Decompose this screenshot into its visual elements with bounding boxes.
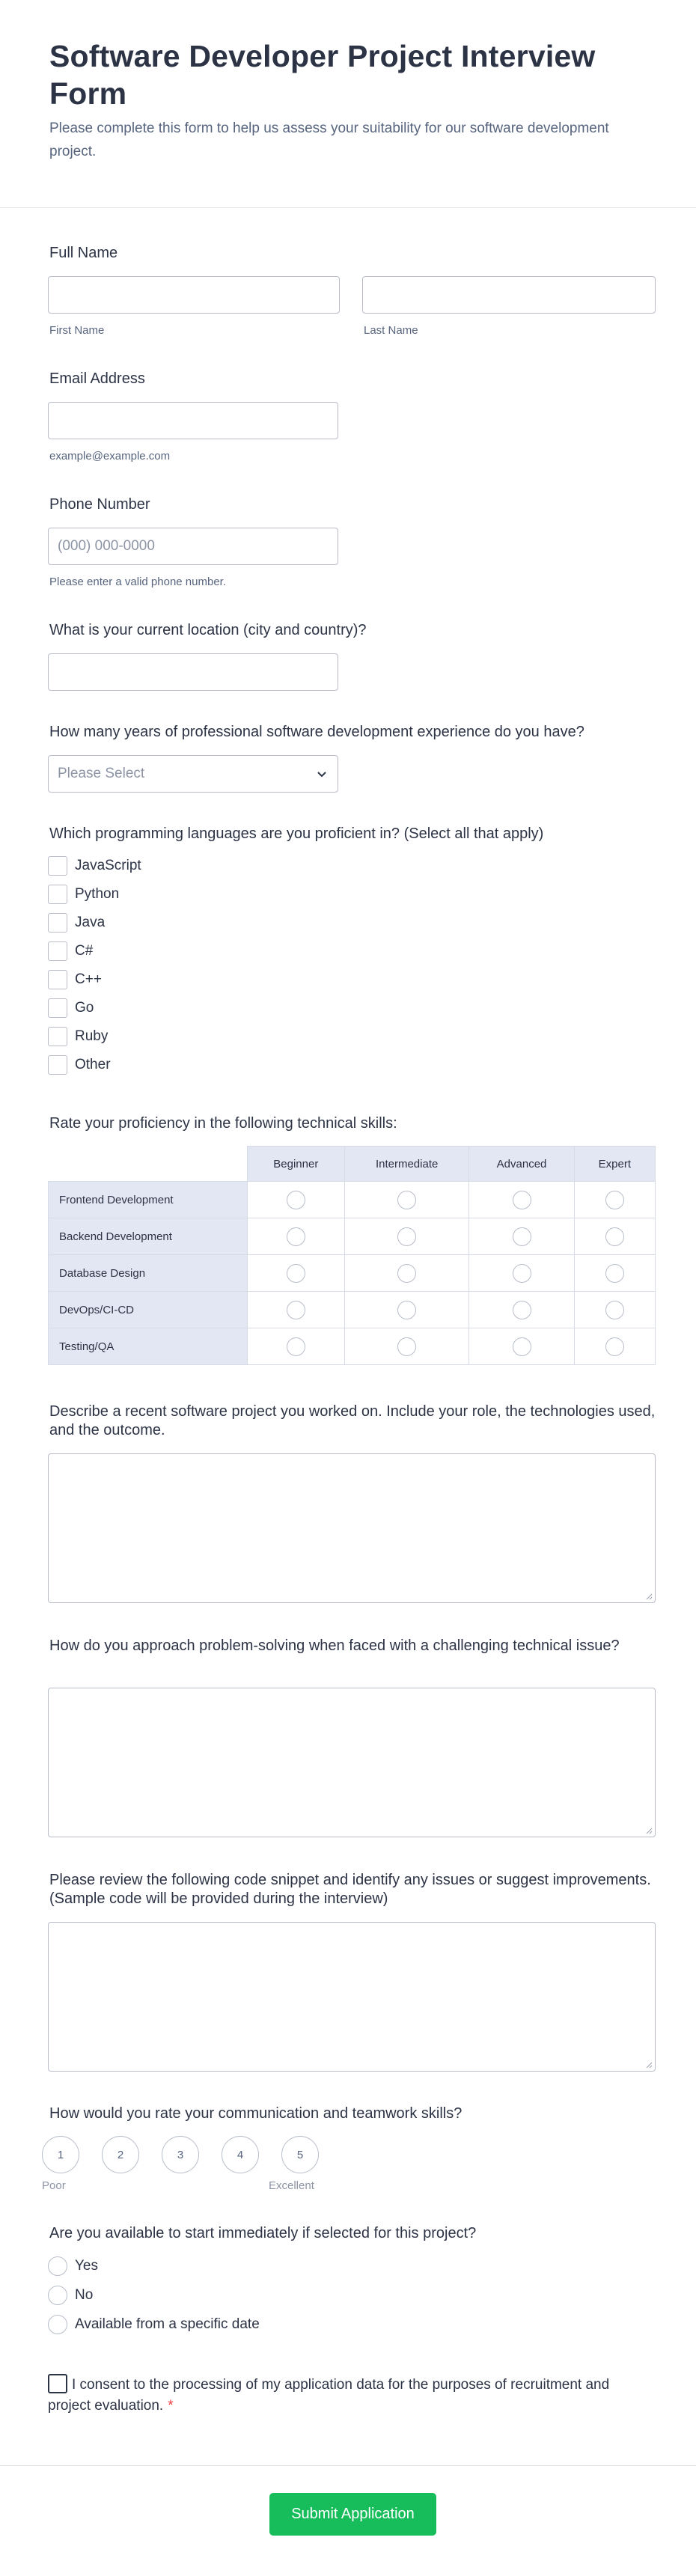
- matrix-column-header: Advanced: [469, 1147, 574, 1182]
- project-textarea[interactable]: [48, 1453, 656, 1603]
- form-footer: [0, 2465, 696, 2576]
- matrix-row: [49, 1292, 656, 1328]
- availability-option[interactable]: [48, 2310, 260, 2339]
- language-option-label: C#: [75, 943, 94, 959]
- rating-option[interactable]: 5: [281, 2136, 319, 2173]
- submit-button[interactable]: Submit Application: [269, 2493, 436, 2536]
- resize-handle-icon[interactable]: [645, 1593, 653, 1600]
- language-option[interactable]: [48, 1022, 141, 1051]
- language-option-label: JavaScript: [75, 858, 141, 873]
- matrix-column-header: Expert: [574, 1147, 655, 1182]
- matrix-radio[interactable]: [397, 1337, 416, 1356]
- matrix-row: [49, 1255, 656, 1292]
- email-field: [49, 370, 656, 388]
- matrix-radio[interactable]: [605, 1301, 624, 1319]
- matrix-row-label: Frontend Development: [49, 1182, 248, 1218]
- experience-select[interactable]: [48, 755, 338, 793]
- radio[interactable]: [48, 2315, 67, 2334]
- language-option-label: Python: [75, 886, 120, 902]
- problem-label: How do you approach problem-solving when faced with a challenging technical issue?: [49, 1638, 620, 1654]
- matrix-column-header: Beginner: [247, 1147, 344, 1182]
- matrix-radio[interactable]: [513, 1337, 531, 1356]
- language-option[interactable]: [48, 937, 141, 965]
- email-label: Email Address: [49, 370, 145, 387]
- matrix-radio[interactable]: [513, 1227, 531, 1246]
- rating-low-label: Poor: [42, 2179, 66, 2192]
- checkbox[interactable]: [48, 1027, 67, 1046]
- communication-label: How would you rate your communication and teamwork skills?: [49, 2105, 463, 2122]
- phone-label: Phone Number: [49, 496, 150, 513]
- consent-checkbox[interactable]: [48, 2374, 67, 2393]
- matrix-corner: [49, 1147, 248, 1182]
- matrix-radio[interactable]: [513, 1191, 531, 1209]
- matrix-radio[interactable]: [287, 1264, 305, 1283]
- availability-option-label: Available from a specific date: [75, 2316, 260, 2332]
- resize-handle-icon[interactable]: [645, 1827, 653, 1834]
- matrix-radio[interactable]: [287, 1337, 305, 1356]
- experience-field: [49, 723, 656, 742]
- consent-field: [48, 2374, 632, 2417]
- skills-matrix: [48, 1146, 656, 1365]
- form-header: [0, 0, 696, 208]
- checkbox[interactable]: [48, 856, 67, 876]
- location-field: [49, 621, 656, 640]
- code-review-textarea[interactable]: [48, 1922, 656, 2072]
- matrix-radio[interactable]: [513, 1264, 531, 1283]
- matrix-radio[interactable]: [397, 1264, 416, 1283]
- rating-option[interactable]: 2: [102, 2136, 139, 2173]
- email-input[interactable]: [48, 402, 338, 439]
- last-name-input[interactable]: [362, 276, 656, 314]
- problem-field: [49, 1637, 656, 1655]
- email-sublabel: example@example.com: [49, 450, 171, 463]
- experience-label: How many years of professional software development experience do you have?: [49, 724, 584, 740]
- resize-handle-icon[interactable]: [645, 2061, 653, 2069]
- phone-sublabel: Please enter a valid phone number.: [49, 576, 226, 588]
- matrix-radio[interactable]: [605, 1227, 624, 1246]
- form-subtitle: Please complete this form to help us assess your suitability for our software development project.: [49, 120, 609, 159]
- language-option-label: C++: [75, 971, 102, 987]
- availability-options: [48, 2251, 260, 2339]
- matrix-radio[interactable]: [397, 1191, 416, 1209]
- form-title: Software Developer Project Interview Form: [49, 39, 596, 111]
- language-option[interactable]: [48, 909, 141, 937]
- project-field: [49, 1403, 656, 1440]
- availability-option[interactable]: [48, 2280, 260, 2310]
- matrix-radio[interactable]: [397, 1227, 416, 1246]
- communication-field: [49, 2105, 656, 2123]
- code-review-label: Please review the following code snippet and identify any issues or suggest improvements. (Sample code will be provided during the interview): [49, 1872, 651, 1907]
- checkbox[interactable]: [48, 885, 67, 904]
- matrix-radio[interactable]: [397, 1301, 416, 1319]
- checkbox[interactable]: [48, 941, 67, 961]
- project-label: Describe a recent software project you worked on. Include your role, the technologies used, and the outcome.: [49, 1403, 656, 1438]
- availability-option-label: No: [75, 2286, 94, 2303]
- matrix-column-header: Intermediate: [344, 1147, 468, 1182]
- availability-field: [49, 2224, 656, 2243]
- code-review-field: [49, 1871, 656, 1908]
- matrix-radio[interactable]: [605, 1264, 624, 1283]
- required-marker: *: [168, 2398, 174, 2414]
- matrix-radio[interactable]: [605, 1191, 624, 1209]
- rating-option[interactable]: 4: [222, 2136, 259, 2173]
- matrix-row-label: DevOps/CI-CD: [49, 1292, 248, 1328]
- chevron-down-icon: [315, 767, 329, 781]
- matrix-radio[interactable]: [287, 1301, 305, 1319]
- consent-text: I consent to the processing of my application data for the purposes of recruitment and project evaluation.: [48, 2377, 610, 2414]
- language-option[interactable]: [48, 852, 141, 880]
- languages-label: Which programming languages are you proficient in? (Select all that apply): [49, 825, 544, 842]
- language-option[interactable]: [48, 965, 141, 994]
- language-option[interactable]: [48, 880, 141, 909]
- language-option-label: Other: [75, 1057, 111, 1072]
- checkbox[interactable]: [48, 970, 67, 989]
- phone-input[interactable]: (000) 000-0000: [48, 528, 338, 565]
- matrix-row: [49, 1218, 656, 1255]
- language-option[interactable]: [48, 1051, 141, 1079]
- rating-option[interactable]: 3: [162, 2136, 199, 2173]
- radio[interactable]: [48, 2256, 67, 2276]
- languages-field: [49, 825, 656, 843]
- rating-option[interactable]: 1: [42, 2136, 79, 2173]
- matrix-row-label: Database Design: [49, 1255, 248, 1292]
- language-option-label: Ruby: [75, 1028, 109, 1044]
- language-option-label: Java: [75, 915, 106, 930]
- skills-field: [49, 1114, 656, 1133]
- checkbox[interactable]: [48, 998, 67, 1018]
- checkbox[interactable]: [48, 913, 67, 933]
- first-name-input[interactable]: [48, 276, 340, 314]
- matrix-radio[interactable]: [513, 1301, 531, 1319]
- checkbox[interactable]: [48, 1055, 67, 1075]
- experience-placeholder: Please Select: [58, 766, 145, 781]
- matrix-row-label: Testing/QA: [49, 1328, 248, 1365]
- matrix-radio[interactable]: [287, 1227, 305, 1246]
- phone-field: [49, 495, 656, 514]
- last-name-sublabel: Last Name: [364, 324, 418, 337]
- matrix-row: [49, 1182, 656, 1218]
- availability-label: Are you available to start immediately if selected for this project?: [49, 2225, 477, 2241]
- problem-textarea[interactable]: [48, 1688, 656, 1837]
- availability-option[interactable]: [48, 2251, 260, 2280]
- location-input[interactable]: [48, 653, 338, 691]
- language-option-label: Go: [75, 1000, 94, 1016]
- full-name-field: [49, 244, 656, 263]
- first-name-sublabel: First Name: [49, 324, 105, 337]
- rating-high-label: Excellent: [269, 2179, 314, 2192]
- matrix-radio[interactable]: [605, 1337, 624, 1356]
- languages-options: [48, 852, 141, 1079]
- matrix-row: [49, 1328, 656, 1365]
- full-name-label: Full Name: [49, 245, 118, 261]
- matrix-row-label: Backend Development: [49, 1218, 248, 1255]
- matrix-radio[interactable]: [287, 1191, 305, 1209]
- location-label: What is your current location (city and country)?: [49, 622, 367, 638]
- language-option[interactable]: [48, 994, 141, 1022]
- communication-scale: [42, 2136, 319, 2173]
- availability-option-label: Yes: [75, 2257, 98, 2274]
- skills-label: Rate your proficiency in the following technical skills:: [49, 1115, 397, 1132]
- radio[interactable]: [48, 2286, 67, 2305]
